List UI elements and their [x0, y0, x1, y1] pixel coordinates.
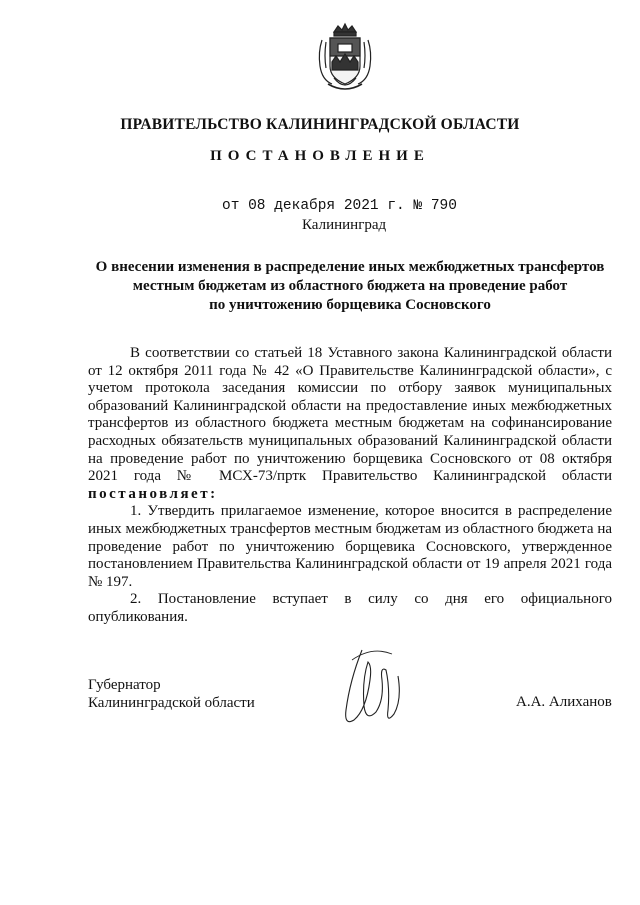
clause-1: 1. Утвердить прилагаемое изменение, которое вносится в распределение иных межбюджетных трансфертов местным бюджетам из областного бюджета на проведение работ по уничтожению борщевика Сосновского, утвержденное постановлением Правительства Калининградской области от 19 апреля 2021 года № 197.: [88, 503, 612, 590]
coat-of-arms-emblem: [312, 22, 378, 96]
document-date: 08 декабря 2021 г.: [248, 198, 405, 214]
date-prefix: от: [222, 198, 240, 214]
signatory-title: Губернатор: [88, 677, 161, 693]
signatory-position: [88, 677, 255, 712]
organization-name: ПРАВИТЕЛЬСТВО КАЛИНИНГРАДСКОЙ ОБЛАСТИ: [120, 116, 520, 133]
signatory-region: Калининградской области: [88, 694, 255, 711]
date-number-line: [222, 198, 457, 214]
signatory-name: А.А. Алиханов: [516, 694, 612, 710]
number-sign: №: [413, 198, 423, 214]
title-line: О внесении изменения в распределение иных межбюджетных трансфертов: [95, 259, 605, 275]
title-line: местным бюджетам из областного бюджета на проведение работ: [132, 278, 568, 294]
handwritten-signature: [332, 640, 412, 740]
city: Калининград: [302, 217, 387, 233]
document-title: [80, 258, 620, 315]
resolution-keyword: постановляет:: [88, 485, 218, 502]
document-number: 790: [430, 198, 457, 214]
preamble-text: В соответствии со статьей 18 Уставного закона Калининградской области от 12 октября 2011 года № 42 «О Правительстве Калининградской области», с учетом протокола заседания комиссии по отбору заявок муниципальных образований Калининградской области на предоставление иных межбюджетных трансфертов из областного бюджета местным бюджетам на софинансирование расходных обязательств муниципальных образований Калининградской области на проведение работ по уничтожению борщевика Сосновского от 08 октября 2021 года № МСХ-73/пртк Правительство Калининградской области: [88, 345, 612, 485]
document-body: [88, 345, 612, 627]
clause-2: 2. Постановление вступает в силу со дня его официального опубликования.: [88, 591, 612, 625]
title-line: по уничтожению борщевика Сосновского: [209, 297, 491, 313]
document-type: ПОСТАНОВЛЕНИЕ: [210, 148, 430, 164]
preamble-paragraph: [88, 345, 612, 503]
